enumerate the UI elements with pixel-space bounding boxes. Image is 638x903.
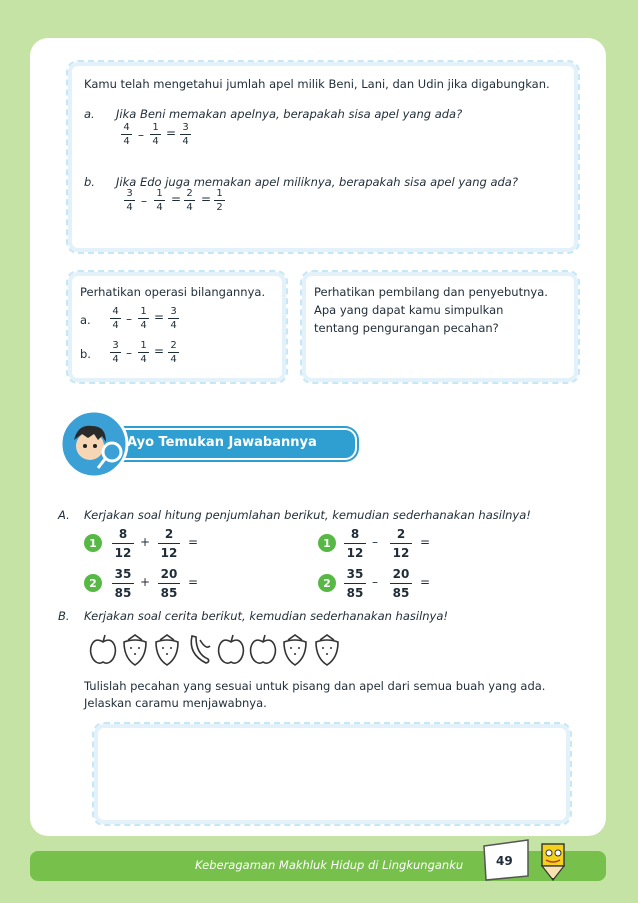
- fraction: 2 4: [184, 188, 195, 213]
- section-a-label: A.: [58, 508, 70, 522]
- fraction: 1 2: [214, 188, 225, 213]
- item-a-label: a.: [84, 107, 95, 121]
- minus-sign: –: [372, 535, 378, 549]
- minus-sign: –: [126, 312, 132, 326]
- number-badge: 2: [318, 574, 336, 592]
- fraction: 35 85: [112, 567, 134, 600]
- answer-box[interactable]: [92, 722, 572, 826]
- minus-sign: –: [126, 346, 132, 360]
- fraction: 2 12: [158, 527, 180, 560]
- fraction: 8 12: [112, 527, 134, 560]
- reflection-line-2: Apa yang dapat kamu simpulkan: [314, 303, 504, 317]
- equals-sign: =: [201, 192, 212, 206]
- minus-sign: –: [138, 128, 144, 142]
- section-banner: [111, 428, 357, 460]
- section-a-instruction: Kerjakan soal hitung penjumlahan berikut, kemudian sederhanakan hasilnya!: [84, 508, 531, 522]
- task-line-1: Tulislah pecahan yang sesuai untuk pisang dan apel dari semua buah yang ada.: [84, 679, 546, 693]
- fraction: 3 4: [168, 306, 179, 331]
- banana-icon: [184, 632, 214, 666]
- item-b-label: b.: [80, 347, 91, 361]
- item-a-question: Jika Beni memakan apelnya, berapakah sisa apel yang ada?: [116, 107, 463, 121]
- equals-sign: =: [188, 575, 199, 589]
- apple-icon: [88, 632, 118, 666]
- fraction: 3 4: [180, 122, 191, 147]
- pencil-mascot-icon: [534, 834, 574, 884]
- fraction: 1 4: [138, 340, 149, 365]
- reflection-line-1: Perhatikan pembilang dan penyebutnya.: [314, 285, 548, 299]
- boy-magnifier-icon: [58, 408, 132, 480]
- equals-sign: =: [420, 535, 431, 549]
- number-badge: 1: [318, 534, 336, 552]
- fraction: 1 4: [138, 306, 149, 331]
- fraction: 4 4: [121, 122, 132, 147]
- task-line-2: Jelaskan caramu menjawabnya.: [84, 696, 267, 710]
- strawberry-icon: [312, 632, 342, 666]
- apple-icon: [248, 632, 278, 666]
- box-title: Perhatikan operasi bilangannya.: [80, 285, 266, 299]
- banner-title: Ayo Temukan Jawabannya: [127, 435, 317, 450]
- fraction: 2 4: [168, 340, 179, 365]
- fraction: 20 85: [390, 567, 412, 600]
- number-badge: 1: [84, 534, 102, 552]
- fraction: 20 85: [158, 567, 180, 600]
- fraction: 8 12: [344, 527, 366, 560]
- operation-box: [66, 270, 288, 384]
- section-b-label: B.: [58, 609, 70, 623]
- minus-sign: –: [372, 575, 378, 589]
- section-b-instruction: Kerjakan soal cerita berikut, kemudian sederhanakan hasilnya!: [84, 609, 449, 623]
- fraction: 3 4: [110, 340, 121, 365]
- minus-sign: –: [141, 194, 147, 208]
- strawberry-icon: [120, 632, 150, 666]
- equals-sign: =: [154, 344, 165, 358]
- item-b-question: Jika Edo juga memakan apel miliknya, berapakah sisa apel yang ada?: [116, 175, 518, 189]
- equals-sign: =: [188, 535, 199, 549]
- page-number: 49: [496, 854, 513, 868]
- reflection-line-3: tentang pengurangan pecahan?: [314, 321, 499, 335]
- apple-icon: [216, 632, 246, 666]
- plus-sign: +: [140, 535, 151, 549]
- question-box: [66, 60, 580, 254]
- fraction: 35 85: [344, 567, 366, 600]
- strawberry-icon: [280, 632, 310, 666]
- footer-title: Keberagaman Makhluk Hidup di Lingkunganku: [195, 858, 464, 872]
- fraction: 1 4: [154, 188, 165, 213]
- equals-sign: =: [171, 192, 182, 206]
- equals-sign: =: [166, 126, 177, 140]
- fruit-row: [88, 632, 342, 666]
- fraction: 3 4: [124, 188, 135, 213]
- item-b-label: b.: [84, 175, 95, 189]
- fraction: 2 12: [390, 527, 412, 560]
- strawberry-icon: [152, 632, 182, 666]
- equals-sign: =: [154, 310, 165, 324]
- intro-text: Kamu telah mengetahui jumlah apel milik Beni, Lani, dan Udin jika digabungkan.: [84, 77, 550, 91]
- equals-sign: =: [420, 575, 431, 589]
- plus-sign: +: [140, 575, 151, 589]
- reflection-box: [300, 270, 580, 384]
- item-a-label: a.: [80, 313, 91, 327]
- number-badge: 2: [84, 574, 102, 592]
- fraction: 1 4: [150, 122, 161, 147]
- fraction: 4 4: [110, 306, 121, 331]
